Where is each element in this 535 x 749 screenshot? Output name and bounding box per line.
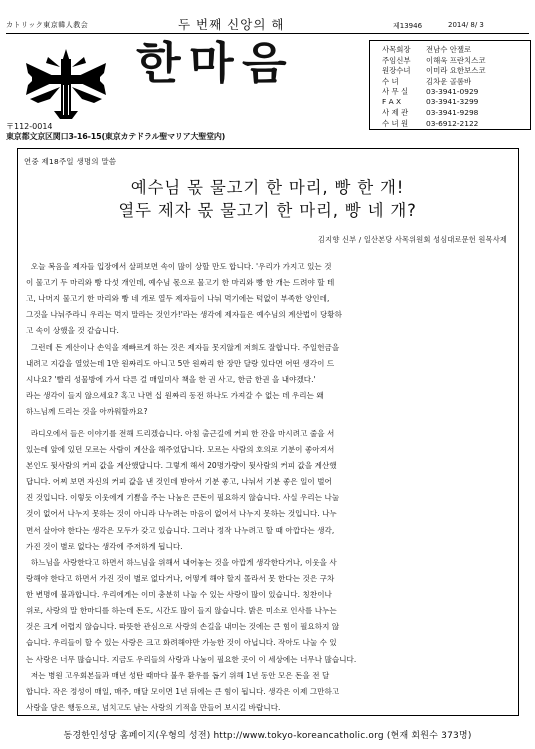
footer-website: 동경한인성당 홈페이지(우형의 성전) http://www.tokyo-koreancatholic.org (현재 회원수 373명)	[63, 731, 472, 741]
text-line: 라는 생각이 들지 않으세요? 혹고 나면 십 원짜리 동전 하나도 가져갈 수 없는 데 우리는 왜	[26, 391, 324, 401]
text-line: 있는데 앞에 있던 모르는 사람이 계산을 해주었답니다. 모르는 사람의 호의로 기분이 좋아져서	[26, 445, 335, 455]
article-paragraph-3	[26, 426, 516, 555]
text-line: 합니다. 작은 정성이 매일, 매주, 매달 모이면 1년 뒤에는 큰 힘이 됩니다. 생각은 이제 그만하고	[26, 686, 340, 696]
year-theme: 두 번째 신앙의 해	[178, 17, 285, 32]
newsletter-masthead: 한마음	[136, 38, 296, 89]
postal-code: 〒112-0014	[6, 122, 53, 131]
church-logo	[24, 49, 108, 121]
text-line: 하느님을 사랑한다고 하면서 하느님을 위해서 내어놓는 것을 아깝게 생각한다거나, 이웃을 사	[26, 558, 337, 567]
text-line: 가진 것이 별로 없다는 생각에 주저하게 됩니다.	[26, 541, 183, 551]
contact-info-box	[369, 40, 531, 130]
text-line: 그런데 돈 계산이나 손익을 재빠르게 하는 것은 제자들 못지않게 저희도 잘합니다. 주일헌금을	[26, 343, 340, 352]
header-rule	[6, 33, 529, 34]
text-line: 이 물고기 두 마리와 빵 다섯 개인데, 예수님 몫으로 물고기 한 마리와 빵 한 개는 드려야 할 테	[26, 278, 335, 288]
text-line: 것이 없어서 나누지 못하는 것이 아니라 나누려는 마음이 없어서 나누지 못하는 것입니다. 나누	[26, 509, 337, 519]
issue-date: 2014/ 8/ 3	[448, 21, 484, 29]
text-line: 고, 나머지 물고기 한 마리와 빵 네 개로 열두 제자들이 나눠 먹기에는 턱없이 부족한 양인데,	[26, 294, 330, 304]
text-line: 하느님께 드리는 것을 아까워할까요?	[26, 407, 148, 417]
article-title-line-2: 열두 제자 몫 물고기 한 마리, 빵 네 개?	[118, 201, 417, 220]
info-row: 주임신부 이해욱 프란치스코	[382, 55, 486, 65]
sermon-label: 연중 제18주일 생명의 말씀	[24, 157, 117, 166]
cross-emblem-icon	[24, 49, 108, 121]
info-row: 사 무 실 03-3941-0929	[382, 87, 479, 96]
article-title-line-1: 예수님 몫 물고기 한 마리, 빵 한 개!	[130, 178, 405, 197]
article-paragraph-4	[26, 555, 516, 716]
text-line: 랑해야 한다고 하면서 가진 것이 별로 없다거나, 어떻게 해야 할지 몰라서 못 한다는 것은 구차	[26, 574, 335, 584]
text-line: 위로, 사랑의 말 한마디를 하는데 돈도, 시간도 많이 들지 않습니다. 밝은 미소로 인사를 나누는	[26, 606, 337, 616]
text-line: 그것을 나눠주라니 우리는 먹지 말라는 것인가!'라는 생각에 제자들은 예수님의 계산법이 당황하	[26, 310, 342, 320]
text-line: 한 변명에 불과합니다. 우리에게는 이미 충분히 나눌 수 있는 사랑이 많이 있습니다. 칭찬이나	[26, 590, 332, 600]
info-row: 사목회장 전남수 안젤로	[382, 45, 472, 54]
text-line: 오늘 복음을 제자들 입장에서 살펴보면 속이 많이 상할 만도 합니다. '우리가 가지고 있는 것	[26, 262, 332, 271]
text-line: 고 속이 상했을 것 같습니다.	[26, 326, 119, 336]
text-line: 것은 크게 어렵지 않습니다. 따뜻한 관심으로 사랑의 손길을 내미는 것에는 큰 힘이 필요하지 않	[26, 622, 340, 632]
article-paragraph-1	[26, 259, 516, 339]
text-line: 습니다. 우리들이 할 수 있는 사랑은 크고 화려해야만 가능한 것이 아닙니다. 작아도 나눌 수 있	[26, 638, 337, 648]
text-line: 라디오에서 들은 이야기를 전해 드리겠습니다. 아침 출근길에 커피 한 잔을 마시려고 줄을 서	[26, 429, 335, 438]
text-line: 는 사랑은 너무 많습니다. 지금도 우리들의 사랑과 나눔이 필요한 곳이 이 세상에는 너무나 많습니다.	[26, 654, 357, 664]
text-line: 답니다. 어찌 보면 자신의 커피 값을 낸 것인데 받아서 기분 좋고, 나눠서 기분 좋은 일이 벌어	[26, 477, 332, 487]
church-address: 東京都文京区関口3-16-15(東京カテドラル聖マリア大聖堂内)	[6, 132, 226, 141]
text-line: 사랑을 담은 행동으로, 넘치고도 남는 사랑의 기적을 만들어 보시길 바랍니다.	[26, 702, 281, 712]
text-line: 내려고 지갑을 열었는데 1만 원짜리도 아니고 5만 원짜리 한 장만 달랑 있다면 어떤 생각이 드	[26, 359, 335, 369]
info-row: 원장수녀 이미라 요한보스코	[382, 66, 486, 75]
text-line: 진 것입니다. 이렇듯 이웃에게 기쁨을 주는 나눔은 큰돈이 필요하지 않습니다. 사실 우리는 나눌	[26, 493, 340, 503]
info-row: 수 녀 김차운 골롬바	[382, 76, 472, 86]
church-name-jp: カトリック東京韓人教会	[6, 21, 89, 29]
text-line: 본인도 뒷사람의 커피 값을 계산했답니다. 그렇게 해서 20명가량이 뒷사람의 커피 값을 계산했	[26, 461, 337, 471]
article-author: 김지향 신부 / 일산본당 사목위원회 성심대로문헌 원목사제	[318, 235, 507, 244]
text-line: 면서 살아야 한다는 생각은 모두가 갖고 있습니다. 그러나 정작 나누려고 할 때 아깝다는 생각,	[26, 525, 335, 535]
info-row: 사 제 관 03-3941-9298	[382, 108, 479, 117]
info-row: F A X 03-3941-3299	[382, 96, 479, 106]
issue-number: 제13946	[393, 22, 423, 30]
info-row: 수 녀 원 03-6912-2122	[382, 118, 479, 128]
text-line: 저는 병원 고우회본들과 매년 성탄 때마다 불우 환우를 돕기 위해 1년 동안 모은 돈을 전 달	[26, 670, 330, 680]
text-line: 시나요? '빨리 성물방에 가서 다른 걸 매일미사 책을 한 권 사고, 한금 한권 을 내야겠다.'	[26, 375, 316, 385]
article-paragraph-2	[26, 340, 516, 420]
